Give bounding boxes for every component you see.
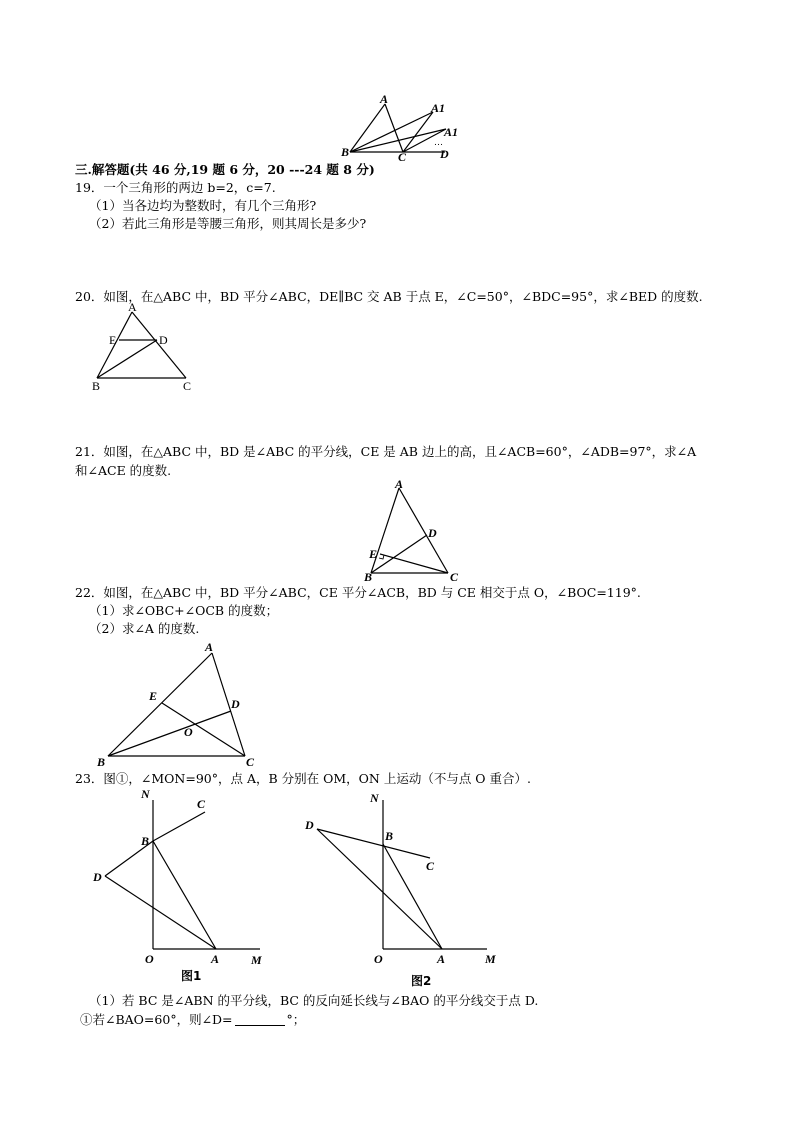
label-D: D	[428, 526, 437, 540]
line-BA1	[350, 112, 433, 152]
answer-blank[interactable]	[235, 1013, 285, 1026]
q19-stem: 19．一个三角形的两边 b=2，c=7.	[75, 180, 276, 195]
q20-stem: 20．如图，在△ABC 中，BD 平分∠ABC，DE∥BC 交 AB 于点 E，∠C=50°，∠BDC=95°，求∠BED 的度数.	[75, 289, 703, 304]
q21-line2: 和∠ACE 的度数.	[75, 463, 172, 478]
line-BD	[97, 340, 157, 378]
q21-line1: 21．如图，在△ABC 中，BD 是∠ABC 的平分线，CE 是 AB 边上的高，且∠ACB=60°，∠ADB=97°，求∠A	[75, 444, 697, 459]
q23-figure-2	[300, 783, 510, 993]
label-A2: A1	[444, 125, 459, 139]
figure-2-caption: 图2	[411, 974, 432, 988]
label-D: D	[231, 697, 240, 711]
line-BD	[371, 535, 427, 573]
label-A1: A1	[431, 101, 446, 115]
q23-figure-1	[88, 783, 273, 988]
label-E: E	[109, 333, 117, 347]
label-E: E	[369, 547, 378, 561]
q23-part1: （1）若 BC 是∠ABN 的平分线，BC 的反向延长线与∠BAO 的平分线交于点 D.	[89, 993, 539, 1008]
label-B: B	[97, 755, 106, 769]
label-C: C	[450, 570, 459, 584]
label-B: B	[364, 570, 373, 584]
label-C: C	[426, 859, 435, 873]
label-A: A	[395, 477, 404, 491]
label-D: D	[440, 147, 449, 161]
q21-figure	[360, 477, 470, 585]
q23-sub1	[80, 1012, 305, 1028]
label-D: D	[93, 870, 102, 884]
label-A: A	[205, 640, 214, 654]
label-C: C	[183, 379, 192, 393]
label-N: N	[141, 787, 150, 801]
line-CA1	[403, 112, 433, 152]
label-D: D	[305, 818, 314, 832]
line-BC	[153, 812, 205, 841]
label-A: A	[437, 952, 446, 966]
line-DA	[105, 876, 216, 949]
line-BD	[108, 711, 231, 756]
label-O: O	[145, 952, 154, 966]
figure-1-caption: 图1	[181, 969, 202, 983]
label-C: C	[246, 755, 255, 769]
line-AB	[108, 653, 212, 756]
q20-figure	[88, 300, 203, 395]
line-AC	[212, 653, 245, 756]
q19-part1: （1）当各边均为整数时，有几个三角形?	[89, 198, 317, 213]
label-B: B	[141, 834, 150, 848]
right-angle-mark	[379, 555, 384, 559]
label-D: D	[159, 333, 168, 347]
dots-mark: …	[434, 137, 443, 147]
label-A: A	[128, 300, 137, 314]
q23-sub1-suffix: °；	[286, 1012, 306, 1027]
line-CE	[380, 554, 448, 573]
label-B: B	[92, 379, 101, 393]
label-M: M	[485, 952, 496, 966]
q22-part2: （2）求∠A 的度数.	[89, 621, 200, 636]
line-DC	[317, 829, 430, 858]
label-C: C	[197, 797, 206, 811]
line-DA	[317, 829, 442, 949]
q22-figure	[90, 636, 270, 771]
line-AB	[153, 841, 216, 949]
label-O: O	[184, 725, 193, 739]
label-B: B	[341, 145, 350, 159]
label-M: M	[251, 953, 262, 967]
top-figure	[340, 92, 470, 162]
q22-part1: （1）求∠OBC+∠OCB 的度数；	[89, 603, 279, 618]
label-C: C	[398, 150, 407, 164]
q19-part2: （2）若此三角形是等腰三角形，则其周长是多少?	[89, 216, 367, 231]
q23-stem: 23．图①，∠MON=90°，点 A，B 分别在 OM，ON 上运动（不与点 O 重合）.	[75, 771, 532, 786]
section-header: 三.解答题(共 46 分,19 题 6 分，20 ---24 题 8 分)	[75, 162, 375, 177]
label-A: A	[380, 92, 389, 106]
label-A: A	[211, 952, 220, 966]
label-N: N	[370, 791, 379, 805]
line-AC	[399, 488, 448, 573]
q23-sub1-prefix: ①若∠BAO=60°，则∠D=	[80, 1012, 233, 1027]
label-O: O	[374, 952, 383, 966]
q22-stem: 22．如图，在△ABC 中，BD 平分∠ABC，CE 平分∠ACB，BD 与 CE 相交于点 O，∠BOC=119°.	[75, 585, 641, 600]
label-E: E	[149, 689, 158, 703]
label-B: B	[385, 829, 394, 843]
